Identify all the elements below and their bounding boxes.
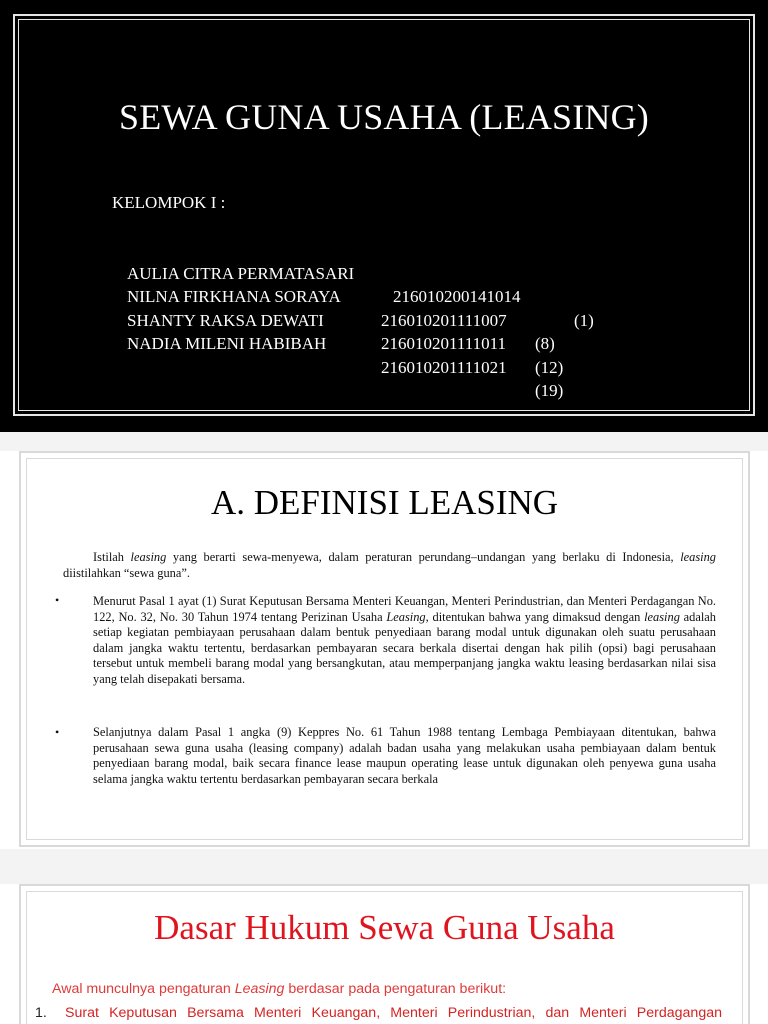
member-number: (12): [535, 357, 564, 377]
bullet-text: , ditentukan bahwa yang dimaksud dengan: [425, 609, 645, 624]
slide-title: A. DEFINISI LEASING: [210, 483, 559, 522]
bullet-italic: leasing: [644, 609, 680, 624]
member-number: (1): [574, 310, 594, 330]
bullet-text: adalah setiap kegiatan pembiayaan perusahaan dalam bentuk penyediaan barang modal untuk digunakan oleh suatu perusahaan dalam jangka waktu tertentu, berdasarkan pembayaran secara berkala disertai dengan hak pilih (opsi) bagi perusahaan tersebut untuk membeli barang modal yang bersangkutan, atau memperpanjang jangka waktu leasing berdasarkan nilai sisa yang telah disepakati bersama.: [93, 609, 716, 686]
group-label: KELOMPOK I :: [112, 193, 226, 212]
intro-text: diistilahkan “sewa guna”.: [63, 565, 190, 580]
bullet-text: Menurut Pasal 1 ayat (1) Surat Keputusan Bersama Menteri Keuangan, Menteri Perindustrian, dan Menteri Perdagangan No. 122, No. 32, No. 30 Tahun 1974 tentang Perizinan Usaha: [93, 594, 716, 624]
member-nim: 216010200141014: [393, 287, 521, 306]
member-name: SHANTY RAKSA DEWATI: [127, 310, 324, 330]
intro-text-part: berdasar pada pengaturan berikut:: [284, 981, 507, 997]
slide-title: SEWA GUNA USAHA (LEASING): [118, 97, 649, 137]
slide-title: Dasar Hukum Sewa Guna Usaha: [154, 908, 615, 947]
member-number: (19): [535, 381, 564, 400]
member-list: [127, 238, 594, 400]
intro-italic: leasing: [680, 550, 716, 564]
member-name: NILNA FIRKHANA SORAYA: [127, 287, 341, 306]
member-name: AULIA CITRA PERMATASARI: [127, 263, 355, 283]
bullet-marker: •: [55, 593, 60, 607]
list-number: 1.: [35, 1005, 47, 1021]
intro-italic: Leasing: [234, 981, 285, 997]
legal-basis-slide: [19, 884, 750, 1024]
member-nim: 216010201111021: [381, 357, 507, 377]
intro-text: yang berarti sewa-menyewa, dalam peraturan perundang–undangan yang berlaku di Indonesia,: [166, 550, 681, 564]
intro-text: Istilah: [93, 550, 131, 564]
list-item-text: Surat Keputusan Bersama Menteri Keuangan, Menteri Perindustrian, dan Menteri Perdagangan: [65, 1005, 722, 1021]
slide-gap: [0, 432, 768, 451]
bullet-paragraph: Selanjutnya dalam Pasal 1 angka (9) Keppres No. 61 Tahun 1988 tentang Lembaga Pembiayaan ditentukan, bahwa perusahaan sewa guna usaha (leasing company) adalah badan usaha yang melakukan usaha pembiayaan dalam bentuk penyediaan barang modal, baik secara finance lease maupun operating lease untuk digunakan oleh penyewa guna usaha selama jangka waktu tertentu berdasarkan pembayaran secara berkala: [93, 725, 716, 786]
slide-gap: [0, 849, 768, 884]
title-slide: [0, 0, 768, 432]
intro-text-part: Awal munculnya pengaturan: [52, 981, 235, 997]
member-nim: 216010201111007: [381, 310, 507, 330]
bullet-paragraph: [93, 594, 716, 687]
bullet-marker: •: [55, 725, 60, 739]
intro-paragraph: [63, 550, 716, 581]
member-nim: 216010201111011: [381, 334, 506, 353]
list-item: [35, 1005, 745, 1021]
bullet-italic: Leasing: [386, 609, 426, 624]
member-number: (8): [535, 334, 555, 353]
intro-text: [52, 981, 506, 997]
intro-italic: leasing: [130, 550, 167, 564]
definition-slide: [19, 451, 750, 847]
member-name: NADIA MILENI HABIBAH: [127, 334, 327, 353]
